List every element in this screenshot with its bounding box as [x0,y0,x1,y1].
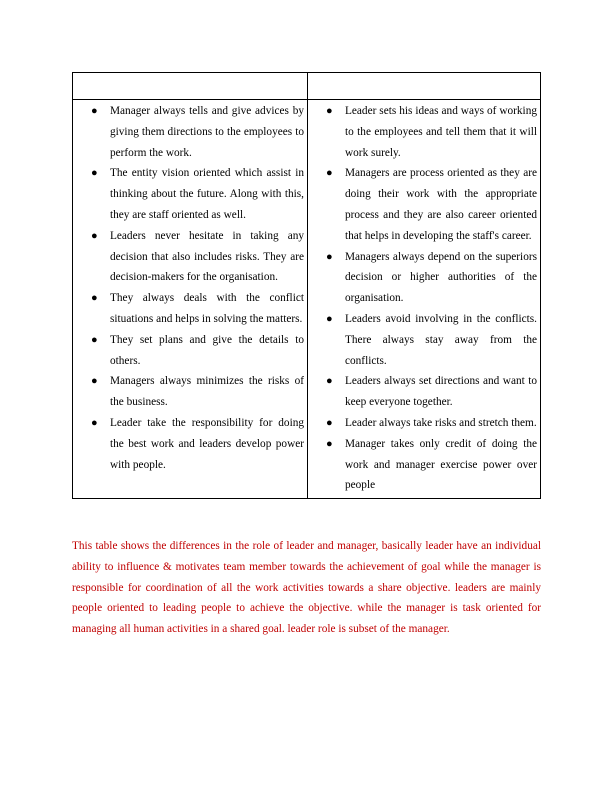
list-item [308,101,537,163]
bullet-icon: ● [326,437,333,450]
list-item [308,434,537,496]
table-header-row [73,73,541,100]
list-item [308,309,537,371]
bullet-icon: ● [91,416,98,429]
list-item [73,413,304,475]
list-item-text: Leader sets his ideas and ways of working to the employees and tell them that it will work surely. [345,105,537,159]
bullet-icon: ● [326,375,333,388]
list-item-text: Managers are process oriented as they are doing their work with the appropriate process and they are also career oriented that helps in developing the staff's career. [345,167,537,242]
list-item-text: They always deals with the conflict situations and helps in solving the matters. [110,292,304,325]
bullet-icon: ● [91,229,98,242]
list-item [73,226,304,288]
header-cell-right [308,73,541,100]
list-item [73,101,304,163]
comparison-table [72,72,541,499]
left-bullet-list [73,100,307,477]
bullet-icon: ● [91,292,98,305]
header-cell-left [73,73,308,100]
bullet-icon: ● [91,105,98,117]
list-item [308,163,537,246]
list-item [308,413,537,434]
bullet-icon: ● [326,312,333,325]
list-item-text: Manager always tells and give advices by giving them directions to the employees to perform the work. [110,105,304,159]
right-bullet-list [308,100,540,498]
table-body-row [73,100,541,499]
list-item-text: Managers always minimizes the risks of the business. [110,375,304,409]
list-item-text: Leader always take risks and stretch them. [345,416,537,429]
list-item [308,371,537,413]
list-item [73,288,304,330]
list-item-text: Leaders always set directions and want to keep everyone together. [345,375,537,409]
list-item-text: Leaders avoid involving in the conflicts. There always stay away from the conflicts. [345,312,537,367]
bullet-icon: ● [91,167,98,180]
bullet-icon: ● [91,375,98,388]
bullet-icon: ● [326,416,333,429]
list-item [73,371,304,413]
list-item-text: Managers always depend on the superiors decision or higher authorities of the organisation. [345,250,537,305]
list-item [73,330,304,372]
list-item-text: Leaders never hesitate in taking any decision that also includes risks. They are decision-makers for the organisation. [110,229,304,284]
bullet-icon: ● [91,333,98,346]
list-item [308,247,537,309]
right-column-cell [308,100,541,499]
bullet-icon: ● [326,250,333,263]
list-item-text: Manager takes only credit of doing the work and manager exercise power over people [345,437,537,492]
bullet-icon: ● [326,105,333,117]
list-item-text: They set plans and give the details to others. [110,333,304,367]
list-item-text: Leader take the responsibility for doing the best work and leaders develop power with people. [110,416,304,471]
list-item-text: The entity vision oriented which assist in thinking about the future. Along with this, they are staff oriented as well. [110,167,304,221]
left-column-cell [73,100,308,499]
summary-paragraph: This table shows the differences in the role of leader and manager, basically leader have an individual ability to influence & motivates team member towards the achievement of goal while the manager is responsible for coordination of all the work activities towards a share objective. leaders are mainly people oriented to leading people to achieve the objective. while the manager is task oriented for managing all human activities in a shared goal. leader role is subset of the manager. [72,540,541,636]
list-item [73,163,304,225]
bullet-icon: ● [326,167,333,180]
